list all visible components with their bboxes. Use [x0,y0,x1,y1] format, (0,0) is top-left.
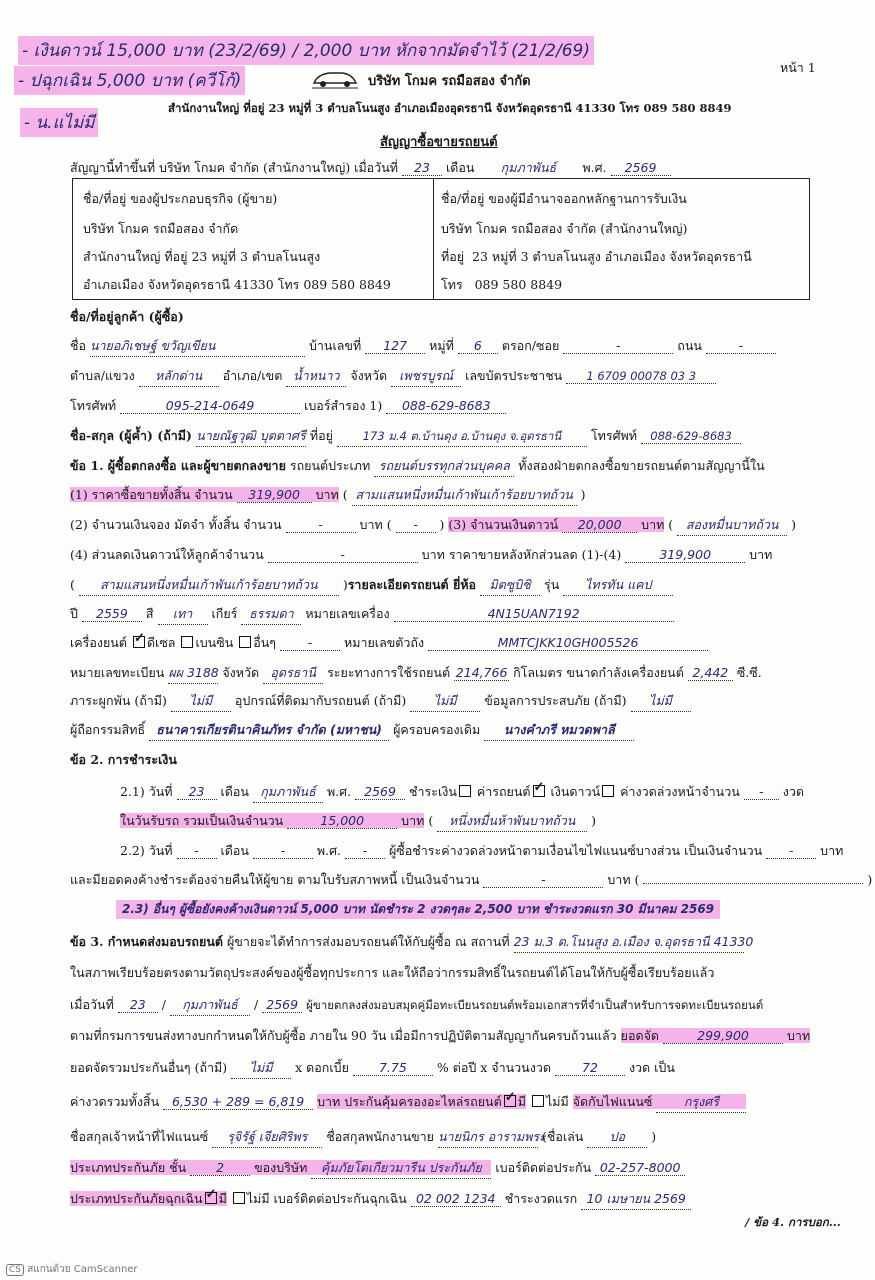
handwritten-note-2: - ปฉุกเฉิน 5,000 บาท (ควีโก้) [14,66,245,95]
seller-line-1: บริษัท โกมค รถมือสอง จำกัด [83,221,239,236]
clause2-refund-line: และมียอดคงค้างชำระต้องจ่ายคืนให้ผู้ขาย ตามใบรับสภาพหนี้ เป็นเงินจำนวน - บาท ( ) [70,872,873,887]
buyer-phone-line: โทรศัพท์ 095-214-0649 เบอร์สำรอง 1) 088-629-8683 [70,396,506,416]
clause2-heading: ข้อ 2. การชำระเงิน [70,752,177,767]
clause1-deposit-line: (2) จำนวนเงินจอง มัดจำ ทั้งสิ้น จำนวน - บาท ( - ) (3) จำนวนเงินดาวน์ 20,000 บาท ( สองหมื่นบาทถ้วน ) [70,515,796,536]
clause1-heading: ข้อ 1. ผู้ซื้อตกลงซื้อ และผู้ขายตกลงขาย รถยนต์ประเภท รถยนต์บรรทุกส่วนบุคคล ทั้งสองฝ่ายตกลงซื้อขายรถยนต์ตามสัญญานี้ใน [70,456,765,477]
clause1-burden-line: ภาระผูกพัน (ถ้ามี) ไม่มี อุปกรณ์ที่ติดมากับรถยนต์ (ถ้ามี) ไม่มี ข้อมูลการประสบภัย (ถ้ามี) ไม่มี [70,691,691,712]
clause1-engine-line: เครื่องยนต์ ✓ ดีเซล เบนซิน อื่นๆ - หมายเลขตัวถัง MMTCJKK10GH005526 [70,633,708,653]
parts-ins-no-checkbox[interactable] [532,1095,544,1107]
seller-line-2: สำนักงานใหญ่ ที่อยู่ 23 หมู่ที่ 3 ตำบลโนนสูง [83,249,321,264]
benzin-checkbox[interactable] [181,636,193,648]
clause2-2-line: 2.2) วันที่ - เดือน - พ.ศ. - ผู้ซื้อชำระค่างวดล่วงหน้าตามเงื่อนไขไฟแนนซ์บางส่วน เป็นเงินจำนวน - บาท [120,843,844,858]
buyer-address-line: ตำบล/แขวง หลักด่าน อำเภอ/เขต น้ำหนาว จังหวัด เพชรบูรณ์ เลขบัตรประชาชน 1 6709 00078 03 3 [70,366,716,387]
camscanner-icon: CS [6,1264,24,1276]
clause2-receive-line: ในวันรับรถ รวมเป็นเงินจำนวน 15,000 บาท ( หนึ่งหมื่นห้าพันบาทถ้วน ) [120,811,596,832]
contract-title: สัญญาซื้อขายรถยนต์ [380,135,498,150]
buyer-section-title: ชื่อ/ที่อยู่ลูกค้า (ผู้ซื้อ) [70,309,184,324]
next-page-note: / ข้อ 4. การบอก... [745,1215,841,1229]
seller-info-box [72,178,810,300]
receipt-box-title: ชื่อ/ที่อยู่ ของผู้มีอำนาจออกหลักฐานการรับเงิน [441,191,687,206]
pay-advance-checkbox[interactable] [602,785,614,797]
emerg-yes-checkbox[interactable] [205,1192,217,1204]
clause1-plate-line: หมายเลขทะเบียน ผผ 3188 จังหวัด อุดรธานี ระยะทางการใช้รถยนต์ 214,766 กิโลเมตร ขนาดกำลังเครื่องยนต์ 2,442 ซี.ซี. [70,663,762,684]
emerg-no-checkbox[interactable] [233,1192,245,1204]
receipt-phone: โทร 089 580 8849 [441,277,563,292]
pay-down-checkbox[interactable] [533,785,545,797]
scanner-watermark: CS สแกนด้วย CamScanner [6,1262,138,1277]
seller-line-3: อำเภอเมือง จังหวัดอุดรธานี 41330 โทร 089 580 8849 [83,277,391,292]
clause1-price-line: (1) ราคาซื้อขายทั้งสิ้น จำนวน 319,900 บาท ( สามแสนหนึ่งหมื่นเก้าพันเก้าร้อยบาทถ้วน ) [70,485,585,506]
page-number: หน้า 1 [780,60,816,75]
clause3-emergency-line: ประเภทประกันภัยฉุกเฉิน✓ มี ไม่มี เบอร์ติดต่อประกันฉุกเฉิน 02 002 1234 ชำระงวดแรก 10 เมษายน 2569 [70,1189,691,1210]
other-fuel-checkbox[interactable] [239,636,251,648]
buyer-name-line: ชื่อ นายอภิเชษฐ์ ขวัญเขียน บ้านเลขที่ 127 หมู่ที่ 6 ตรอก/ซอย - ถนน - [70,336,776,357]
handwritten-note-3: - น.แไม่มี [20,108,98,137]
company-head-office: สำนักงานใหญ่ ที่อยู่ 23 หมู่ที่ 3 ตำบลโนนสูง อำเภอเมืองอุดรธานี จังหวัดอุดรธานี 41330 โทร 089 580 8849 [168,101,732,115]
receipt-address: ที่อยู่ 23 หมู่ที่ 3 ตำบลโนนสูง อำเภอเมือง จังหวัดอุดรธานี [441,249,752,264]
guarantor-line: ชื่อ-สกุล (ผู้ค้ำ) (ถ้ามี) นายณัฐวุฒิ บุตตาศรี ที่อยู่ 173 ม.4 ต.บ้านดุง อ.บ้านดุง จ.อุดรธานี โทรศัพท์ 088-629-8683 [70,426,741,447]
clause3-heading: ข้อ 3. กำหนดส่งมอบรถยนต์ ผู้ขายจะได้ทำการส่งมอบรถยนต์ให้กับผู้ซื้อ ณ สถานที่ 23 ม.3 ต.โนนสูง อ.เมือง จ.อุดรธานี 41330 [70,932,744,953]
clause1-owner-line: ผู้ถือกรรมสิทธิ์ ธนาคารเกียรตินาคินภัทร จำกัด (มหาชน) ผู้ครอบครองเดิม นางคำภรี หมวดพาลี [70,720,634,741]
parts-ins-yes-checkbox[interactable] [504,1095,516,1107]
company-logo [310,68,360,90]
clause1-detail-line: ( สามแสนหนึ่งหมื่นเก้าพันเก้าร้อยบาทถ้วน )รายละเอียดรถยนต์ ยี่ห้อ มิตซูบิชิ รุ่น ไทรทัน แคป [70,575,673,596]
receipt-line-1: บริษัท โกมค รถมือสอง จำกัด (สำนักงานใหญ่) [441,221,688,236]
clause2-3-line: 2.3) อื่นๆ ผู้ซื้อยังคงค้างเงินดาวน์ 5,000 บาท นัดชำระ 2 งวดๆละ 2,500 บาท ชำระงวดแรก 30 มีนาคม 2569 [116,900,720,919]
clause3-text2: ในสภาพเรียบร้อยตรงตามวัตถุประสงค์ของผู้ซื้อทุกประการ และให้ถือว่ากรรมสิทธิ์ในรถยนต์ได้โอนให้กับผู้ซื้อเรียบร้อยแล้ว [70,965,715,980]
clause3-date-line: เมื่อวันที่ 23 / กุมภาพันธ์ / 2569 ผู้ขายตกลงส่งมอบสมุดคู่มือทะเบียนรถยนต์พร้อมเอกสารที่จำเป็นสำหรับการจดทะเบียนรถยนต์ [70,995,763,1016]
handwritten-note-1: - เงินดาวน์ 15,000 บาท (23/2/69) / 2,000 บาท หักจากมัดจำไว้ (21/2/69) [18,36,594,65]
pay-car-checkbox[interactable] [459,785,471,797]
clause1-year-line: ปี 2559 สี เทา เกียร์ ธรรมดา หมายเลขเครื่อง 4N15UAN7192 [70,604,674,625]
clause3-insurance-line: ประเภทประกันภัย ชั้น 2 ของบริษัท คุ้มภัยโตเกียวมารีน ประกันภัย เบอร์ติดต่อประกัน 02-257-8000 [70,1158,685,1179]
diesel-checkbox[interactable] [133,636,145,648]
intro-line: สัญญานี้ทำขึ้นที่ บริษัท โกมค จำกัด (สำนักงานใหญ่) เมื่อวันที่ 23 เดือน กุมภาพันธ์ พ.ศ. 2569 [70,158,671,179]
clause3-officer-line: ชื่อสกุลเจ้าหน้าที่ไฟแนนซ์ รุจิรัฐ์ เจียศิริพร ชื่อสกุลพนักงานขาย นายนิกร อารามพระ (ชื่อเล่น ปอ ) [70,1127,656,1148]
company-name: บริษัท โกมค รถมือสอง จำกัด [368,74,531,89]
clause3-monthly-line: ค่างวดรวมทั้งสิ้น 6,530 + 289 = 6,819 บาท ประกันคุ้มครองอะไหล่รถยนต์✓ มี ไม่มี จัดกับไฟแนนซ์ กรุงศรี [70,1092,746,1113]
seller-box-title: ชื่อ/ที่อยู่ ของผู้ประกอบธุรกิจ (ผู้ขาย) [83,191,278,206]
clause3-interest-line: ยอดจัดรวมประกันอื่นๆ (ถ้ามี) ไม่มี x ดอกเบี้ย 7.75 % ต่อปี x จำนวนงวด 72 งวด เป็น [70,1058,675,1079]
clause1-discount-line: (4) ส่วนลดเงินดาวน์ให้ลูกค้าจำนวน - บาท ราคาขายหลังหักส่วนลด (1)-(4) 319,900 บาท [70,547,773,562]
clause2-1-line: 2.1) วันที่ 23 เดือน กุมภาพันธ์ พ.ศ. 2569 ชำระเงิน ค่ารถยนต์✓ เงินดาวน์ ค่างวดล่วงหน้าจำนวน - งวด [120,782,804,803]
clause3-finance-line: ตามที่กรมการขนส่งทางบกกำหนดให้กับผู้ซื้อ ภายใน 90 วัน เมื่อมีการปฏิบัติตามสัญญากันครบถ้วนแล้ว ยอดจัด 299,900 บาท [70,1028,811,1043]
